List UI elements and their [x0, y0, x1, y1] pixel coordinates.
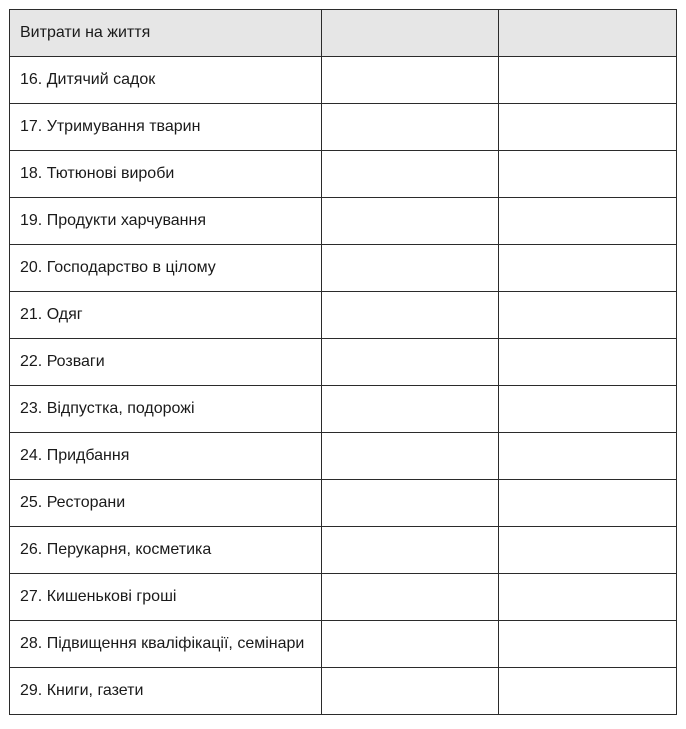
header-col-b-cell [499, 10, 677, 57]
row-col-b[interactable] [499, 621, 677, 668]
row-col-a[interactable] [322, 57, 499, 104]
table-row [10, 198, 677, 245]
table-row [10, 292, 677, 339]
row-label: 24. Придбання [10, 433, 322, 480]
table-row [10, 527, 677, 574]
row-col-a[interactable] [322, 292, 499, 339]
row-col-a[interactable] [322, 668, 499, 715]
table-row [10, 151, 677, 198]
row-label: 26. Перукарня, косметика [10, 527, 322, 574]
row-col-b[interactable] [499, 151, 677, 198]
row-label: 20. Господарство в цілому [10, 245, 322, 292]
table-row [10, 574, 677, 621]
living-expenses-table [9, 9, 677, 715]
row-label: 18. Тютюнові вироби [10, 151, 322, 198]
row-col-a[interactable] [322, 386, 499, 433]
row-col-b[interactable] [499, 386, 677, 433]
row-col-b[interactable] [499, 668, 677, 715]
row-label: 23. Відпустка, подорожі [10, 386, 322, 433]
row-col-a[interactable] [322, 245, 499, 292]
header-col-a-cell [322, 10, 499, 57]
row-col-b[interactable] [499, 480, 677, 527]
row-label: 17. Утримування тварин [10, 104, 322, 151]
row-col-b[interactable] [499, 57, 677, 104]
row-col-b[interactable] [499, 433, 677, 480]
row-label: 19. Продукти харчування [10, 198, 322, 245]
table-row [10, 433, 677, 480]
header-label-cell: Витрати на життя [10, 10, 322, 57]
row-col-a[interactable] [322, 433, 499, 480]
row-col-b[interactable] [499, 292, 677, 339]
row-col-a[interactable] [322, 339, 499, 386]
table-row [10, 386, 677, 433]
table-row [10, 245, 677, 292]
row-col-a[interactable] [322, 527, 499, 574]
table-row [10, 57, 677, 104]
row-col-a[interactable] [322, 621, 499, 668]
row-col-a[interactable] [322, 480, 499, 527]
row-col-b[interactable] [499, 527, 677, 574]
row-col-a[interactable] [322, 104, 499, 151]
row-label: 16. Дитячий садок [10, 57, 322, 104]
table-header-row [10, 10, 677, 57]
table-row [10, 339, 677, 386]
table-row [10, 668, 677, 715]
row-col-b[interactable] [499, 104, 677, 151]
table-row [10, 480, 677, 527]
row-label: 22. Розваги [10, 339, 322, 386]
row-col-b[interactable] [499, 245, 677, 292]
row-col-a[interactable] [322, 574, 499, 621]
row-col-a[interactable] [322, 198, 499, 245]
row-label: 28. Підвищення кваліфікації, семінари [10, 621, 322, 668]
row-col-b[interactable] [499, 574, 677, 621]
row-label: 21. Одяг [10, 292, 322, 339]
row-col-a[interactable] [322, 151, 499, 198]
row-label: 27. Кишенькові гроші [10, 574, 322, 621]
row-col-b[interactable] [499, 339, 677, 386]
row-col-b[interactable] [499, 198, 677, 245]
table-row [10, 104, 677, 151]
row-label: 25. Ресторани [10, 480, 322, 527]
row-label: 29. Книги, газети [10, 668, 322, 715]
table-row [10, 621, 677, 668]
